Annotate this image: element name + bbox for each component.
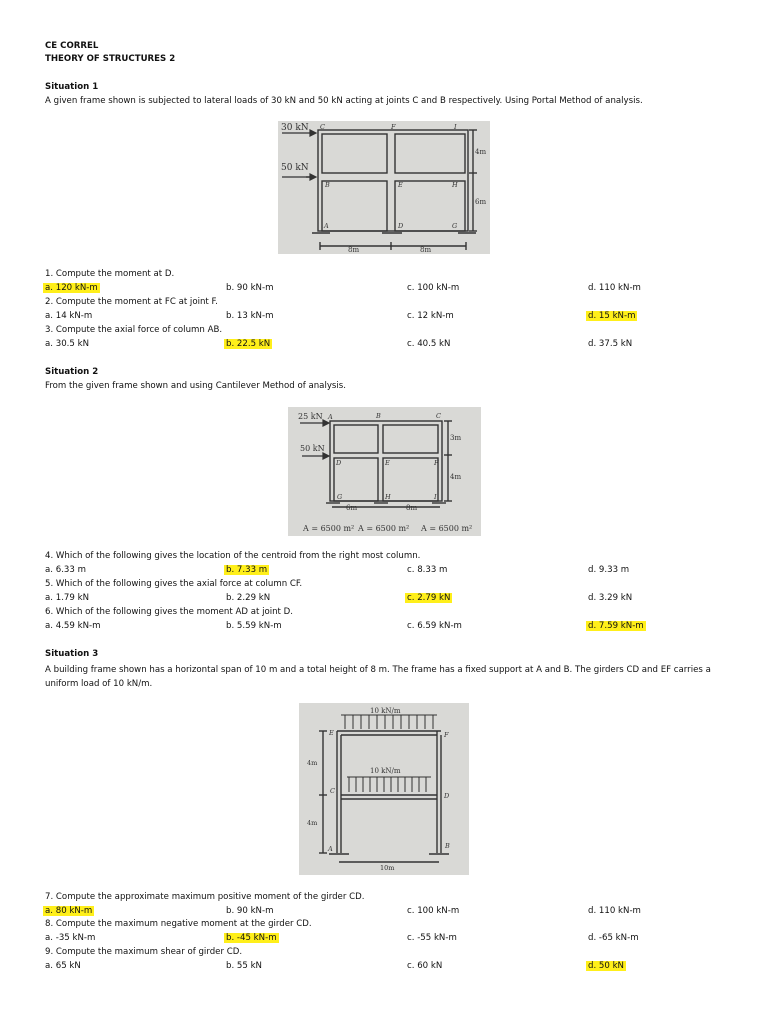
- q8-option-c: c. -55 kN-m: [407, 933, 457, 943]
- fig2-load-25: 25 kN: [298, 412, 323, 421]
- course-title: CE CORREL: [45, 41, 99, 51]
- fig2-dim-4m: 4m: [450, 473, 462, 481]
- fig1-joint-h: H: [452, 181, 458, 189]
- situation-3-figure: [299, 703, 469, 875]
- question-8: 8. Compute the maximum negative moment at the girder CD.: [45, 919, 312, 929]
- situation-2-figure: [288, 407, 481, 536]
- fig1-joint-e: E: [398, 181, 403, 189]
- fig2-joint-h: H: [385, 493, 391, 501]
- q6-option-b: b. 5.59 kN-m: [226, 621, 282, 631]
- fig1-joint-d: D: [398, 222, 404, 230]
- q9-option-d-selected: d. 50 kN: [588, 961, 624, 971]
- q3-option-c: c. 40.5 kN: [407, 339, 451, 349]
- q1-option-d: d. 110 kN-m: [588, 283, 641, 293]
- q1-option-a-selected: a. 120 kN-m: [45, 283, 98, 293]
- situation-1-title: Situation 1: [45, 82, 99, 92]
- q7-option-b: b. 90 kN-m: [226, 906, 274, 916]
- question-7: 7. Compute the approximate maximum positive moment of the girder CD.: [45, 892, 365, 902]
- q2-option-c: c. 12 kN-m: [407, 311, 454, 321]
- fig1-load-50: 50 kN: [281, 163, 309, 173]
- fig1-dim-4m: 4m: [475, 148, 487, 156]
- q2-option-d-selected: d. 15 kN-m: [588, 311, 636, 321]
- q1-option-b: b. 90 kN-m: [226, 283, 274, 293]
- fig3-joint-e: E: [329, 729, 334, 737]
- q7-option-d: d. 110 kN-m: [588, 906, 641, 916]
- question-4: 4. Which of the following gives the location of the centroid from the right most column.: [45, 551, 421, 561]
- q1-option-c: c. 100 kN-m: [407, 283, 460, 293]
- q3-option-b-selected: b. 22.5 kN: [226, 339, 271, 349]
- fig2-dim-3m: 3m: [450, 434, 462, 442]
- situation-1-figure: [278, 121, 490, 254]
- fig1-joint-b: B: [325, 181, 330, 189]
- q9-option-a: a. 65 kN: [45, 961, 81, 971]
- q9-option-b: b. 55 kN: [226, 961, 262, 971]
- q9-option-c: c. 60 kN: [407, 961, 443, 971]
- subject-title: THEORY OF STRUCTURES 2: [45, 54, 176, 64]
- fig3-dim-10m: 10m: [380, 864, 395, 872]
- fig3-joint-c: C: [330, 787, 335, 795]
- q7-option-c: c. 100 kN-m: [407, 906, 460, 916]
- q8-option-d: d. -65 kN-m: [588, 933, 639, 943]
- situation-3-title: Situation 3: [45, 649, 99, 659]
- question-5: 5. Which of the following gives the axial force at column CF.: [45, 579, 303, 589]
- fig3-joint-b: B: [445, 842, 450, 850]
- fig2-joint-i: I: [434, 493, 437, 501]
- q2-option-a: a. 14 kN-m: [45, 311, 93, 321]
- question-2: 2. Compute the moment at FC at joint F.: [45, 297, 218, 307]
- fig2-joint-g: G: [337, 493, 343, 501]
- q2-option-b: b. 13 kN-m: [226, 311, 274, 321]
- situation-1-prompt: A given frame shown is subjected to lateral loads of 30 kN and 50 kN acting at joints C and B respectively. Using Portal Method of analysis.: [45, 96, 643, 106]
- fig1-dim-8m-right: 8m: [420, 246, 432, 254]
- fig2-joint-a: A: [328, 413, 333, 421]
- fig1-dim-8m-left: 8m: [348, 246, 360, 254]
- q6-option-a: a. 4.59 kN-m: [45, 621, 101, 631]
- q4-option-c: c. 8.33 m: [407, 565, 448, 575]
- q6-option-d-selected: d. 7.59 kN-m: [588, 621, 644, 631]
- fig1-joint-i: I: [454, 123, 457, 131]
- situation-3-prompt: A building frame shown has a horizontal span of 10 m and a total height of 8 m. The frame has a fixed support at A and B. The girders CD and EF carries a uniform load of 10 kN/m.: [45, 665, 711, 689]
- q8-option-b-selected: b. -45 kN-m: [226, 933, 277, 943]
- fig2-area-2: A = 6500 m²: [358, 524, 410, 533]
- fig1-dim-6m: 6m: [475, 198, 487, 206]
- fig3-load-middle: 10 kN/m: [370, 767, 401, 775]
- q4-option-b-selected: b. 7.33 m: [226, 565, 268, 575]
- fig1-joint-g: G: [452, 222, 458, 230]
- q6-option-c: c. 6.59 kN-m: [407, 621, 462, 631]
- fig2-area-1: A = 6500 m²: [303, 524, 355, 533]
- fig3-dim-4m-lower: 4m: [307, 819, 318, 827]
- q5-option-c-selected: c. 2.79 kN: [407, 593, 451, 603]
- fig3-joint-a: A: [328, 845, 333, 853]
- question-3: 3. Compute the axial force of column AB.: [45, 325, 223, 335]
- situation-2-title: Situation 2: [45, 367, 99, 377]
- q3-option-a: a. 30.5 kN: [45, 339, 90, 349]
- q8-option-a: a. -35 kN-m: [45, 933, 96, 943]
- fig2-dim-8m: 8m: [406, 504, 418, 512]
- fig2-dim-6m: 6m: [346, 504, 358, 512]
- fig2-joint-f: F: [434, 459, 439, 467]
- situation-2-prompt: From the given frame shown and using Cantilever Method of analysis.: [45, 381, 346, 391]
- fig1-joint-f: F: [391, 123, 396, 131]
- fig1-joint-a: A: [324, 222, 329, 230]
- fig3-joint-f: F: [444, 731, 449, 739]
- fig2-joint-b: B: [376, 412, 381, 420]
- question-1: 1. Compute the moment at D.: [45, 269, 175, 279]
- q5-option-b: b. 2.29 kN: [226, 593, 271, 603]
- question-9: 9. Compute the maximum shear of girder CD.: [45, 947, 243, 957]
- fig2-joint-c: C: [436, 412, 441, 420]
- fig1-joint-c: C: [320, 123, 325, 131]
- q7-option-a-selected: a. 80 kN-m: [45, 906, 93, 916]
- fig2-load-50: 50 kN: [300, 444, 325, 453]
- q4-option-a: a. 6.33 m: [45, 565, 86, 575]
- fig2-joint-d: D: [336, 459, 342, 467]
- q5-option-d: d. 3.29 kN: [588, 593, 633, 603]
- fig2-area-3: A = 6500 m²: [421, 524, 473, 533]
- fig3-joint-d: D: [444, 792, 450, 800]
- question-6: 6. Which of the following gives the moment AD at joint D.: [45, 607, 294, 617]
- q3-option-d: d. 37.5 kN: [588, 339, 633, 349]
- fig2-joint-e: E: [385, 459, 390, 467]
- fig3-load-top: 10 kN/m: [370, 707, 401, 715]
- fig3-dim-4m-upper: 4m: [307, 759, 318, 767]
- fig1-load-30: 30 kN: [281, 123, 309, 133]
- q4-option-d: d. 9.33 m: [588, 565, 630, 575]
- q5-option-a: a. 1.79 kN: [45, 593, 90, 603]
